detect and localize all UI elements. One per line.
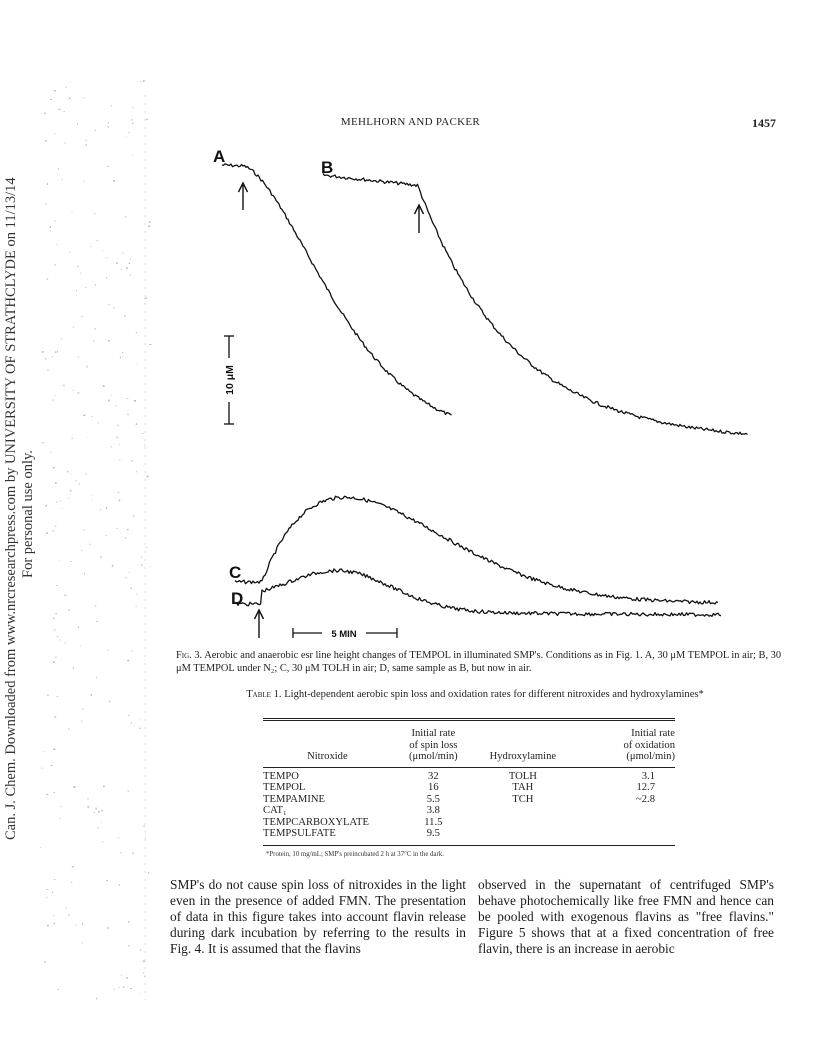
trace-label-c: C [229,563,242,582]
cell-hydroxylamine [475,828,571,840]
scan-speck [123,986,124,988]
scan-speck [54,879,56,880]
cell-spin-loss: 3.8 [426,805,440,816]
scan-speck [47,889,49,890]
scan-speck [91,694,92,696]
table-label: Table 1. [246,689,282,700]
scan-speck [47,925,49,927]
scan-speck [101,822,102,823]
scan-speck [53,661,55,663]
col-header-nitroxide: Nitroxide [307,751,348,762]
trace-label-d: D [231,589,244,608]
scan-speck [44,961,46,962]
scan-speck [95,808,96,810]
watermark-line-2: For personal use only. [20,450,36,578]
table-title [240,688,710,701]
cell-oxidation: ~2.8 [636,793,655,805]
scan-speck [54,923,55,925]
trace-b [323,173,748,434]
scan-speck [96,998,97,1000]
scan-speck [46,897,48,898]
cell-hydroxylamine [475,805,571,817]
scan-speck [69,915,70,917]
scan-speck [59,818,60,819]
col-header-spin-loss: Initial rate of spin loss (μmol/min) [409,728,458,762]
horizontal-scale-bar [293,626,397,640]
scan-speck [121,975,122,976]
table-row [263,771,675,783]
table-row [263,817,675,829]
scan-speck [74,786,76,788]
scan-speck [126,977,128,978]
cell-nitroxide: TEMPAMINE [263,793,325,805]
scan-speck [103,786,105,788]
scan-speck [87,806,89,808]
trace-label-a: A [213,147,226,166]
arrow-a-icon [239,183,248,210]
scan-speck [57,696,58,697]
scan-speck [140,949,141,951]
table-row [263,782,675,794]
scan-speck [139,728,140,729]
scan-speck [66,908,68,909]
scan-speck [130,988,132,989]
scan-speck [53,792,54,793]
table-bottom-rule [263,845,675,846]
scan-speck [98,827,99,829]
scan-speck [114,989,115,990]
scan-speck [98,811,100,813]
scan-speck [71,882,72,883]
scan-speck [52,892,53,894]
scan-speck [94,812,95,813]
scan-speck [148,872,149,874]
table-row [263,828,675,840]
scan-speck [42,768,43,769]
running-head: MEHLHORN AND PACKER [340,116,481,128]
arrow-b-icon [415,205,424,233]
cell-oxidation [571,828,675,840]
table-row [263,794,675,806]
table-header-row [263,728,675,765]
cell-hydroxylamine: TCH [512,793,534,805]
scan-speck [118,988,119,989]
horizontal-scale-label: 5 MIN [331,629,357,640]
scan-speck [128,945,129,947]
vertical-scale-label: 10 μM [224,365,236,395]
scan-speck [53,748,55,750]
cell-spin-loss: 9.5 [426,828,440,839]
data-table [263,728,675,840]
scan-speck [68,728,69,729]
scan-speck [141,719,142,720]
scan-speck [46,794,48,795]
body-text-right-column: observed in the supernatant of centrifuged SMP's behave photochemically like free FMN and hence can be pooled with exogenous flavins as "free flavins." Figure 5 shows that at a fixed concentration of free flavin, there is an increase in aerobic [478,877,774,956]
cell-oxidation: 3.1 [641,770,655,782]
cell-spin-loss: 32 [428,770,439,782]
cell-nitroxide: TEMPSULFATE [263,828,336,839]
scan-speck [120,852,121,853]
cell-spin-loss: 5.5 [426,793,440,805]
scan-speck [128,715,129,716]
scan-speck [131,722,132,724]
trace-d [235,569,721,616]
cell-hydroxylamine: TOLH [508,770,537,782]
scan-speck [53,915,54,916]
cell-oxidation: 12.7 [636,782,655,793]
cell-oxidation [571,805,675,817]
cell-nitroxide: TEMPOL [263,782,306,793]
vertical-scale-bar [221,336,237,424]
cell-oxidation [571,817,675,829]
scan-speck [51,765,53,766]
scan-speck [143,826,145,827]
trace-label-b: B [321,158,334,177]
scan-speck [88,798,89,800]
table-top-rule-2 [263,720,675,721]
scan-speck [58,989,59,990]
page-number: 1457 [752,116,776,130]
figure-caption-text: Aerobic and anaerobic esr line height changes of TEMPOL in illuminated SMP's. Conditions as in Fig. 1. A, 30 μM TEMPOL in air; B, 30 μM TEMPOL under N₂; C, 30 μM TOLH in air; D, same sample as B, but now in air. [176,650,782,674]
cell-hydroxylamine: TAH [512,782,534,793]
scan-speck [128,921,130,923]
scan-speck [119,884,120,885]
scan-speck [145,837,146,839]
scan-speck [101,810,103,812]
body-text-left-column: SMP's do not cause spin loss of nitroxides in the light even in the presence of added FMN. The presentation of data in this figure takes into account flavin release during dark incubation by referring to the results in Fig. 4. It is assumed that the flavins [170,877,466,956]
scan-speck [102,841,103,842]
scan-speck [72,866,74,867]
scan-speck [76,924,77,925]
scan-speck [82,708,83,709]
table-row [263,805,675,817]
scan-speck [128,791,130,792]
cell-hydroxylamine [475,817,571,829]
scan-speck [107,927,109,928]
table-top-rule [263,718,675,719]
col-header-hydroxylamine: Hydroxylamine [489,751,557,762]
cell-nitroxide: TEMPO [263,770,299,782]
scan-speck [60,806,61,807]
scan-speck [96,677,97,679]
scan-speck [106,880,108,881]
table-footnote: *Protein, 10 mg/mL; SMP's preincubated 2 h at 37°C in the dark. [266,851,444,858]
scan-speck [73,668,74,669]
scan-speck [82,942,83,943]
scan-speck [43,751,44,752]
scan-speck [81,721,82,722]
arrow-cd-icon [255,610,264,638]
col-header-oxidation: Initial rate of oxidation (μmol/min) [623,728,675,762]
trace-c [235,496,718,604]
scan-speck [143,972,144,973]
scan-speck [140,993,141,994]
scan-speck [118,837,120,838]
cell-nitroxide: TEMPCARBOXYLATE [263,816,369,828]
figure-label: Fig. 3. [176,650,203,661]
scan-speck [40,847,41,848]
cell-spin-loss: 16 [428,782,439,793]
scan-speck [47,695,49,696]
scan-speck [109,701,110,703]
scan-speck [134,725,135,726]
table-title-text: Light-dependent aerobic spin loss and oxidation rates for different nitroxides and hydroxylamines* [284,689,704,700]
cell-nitroxide: CAT₁ [263,805,287,816]
figure-caption [176,649,786,675]
trace-a [222,164,452,415]
scan-speck [132,853,133,855]
cell-spin-loss: 11.5 [424,816,443,828]
scan-speck [82,923,83,925]
scan-speck [54,716,56,717]
watermark-line-1: Can. J. Chem. Downloaded from www.nrcresearchpress.com by UNIVERSITY OF STRATHCLYDE on 11/13/14 [3,177,19,840]
